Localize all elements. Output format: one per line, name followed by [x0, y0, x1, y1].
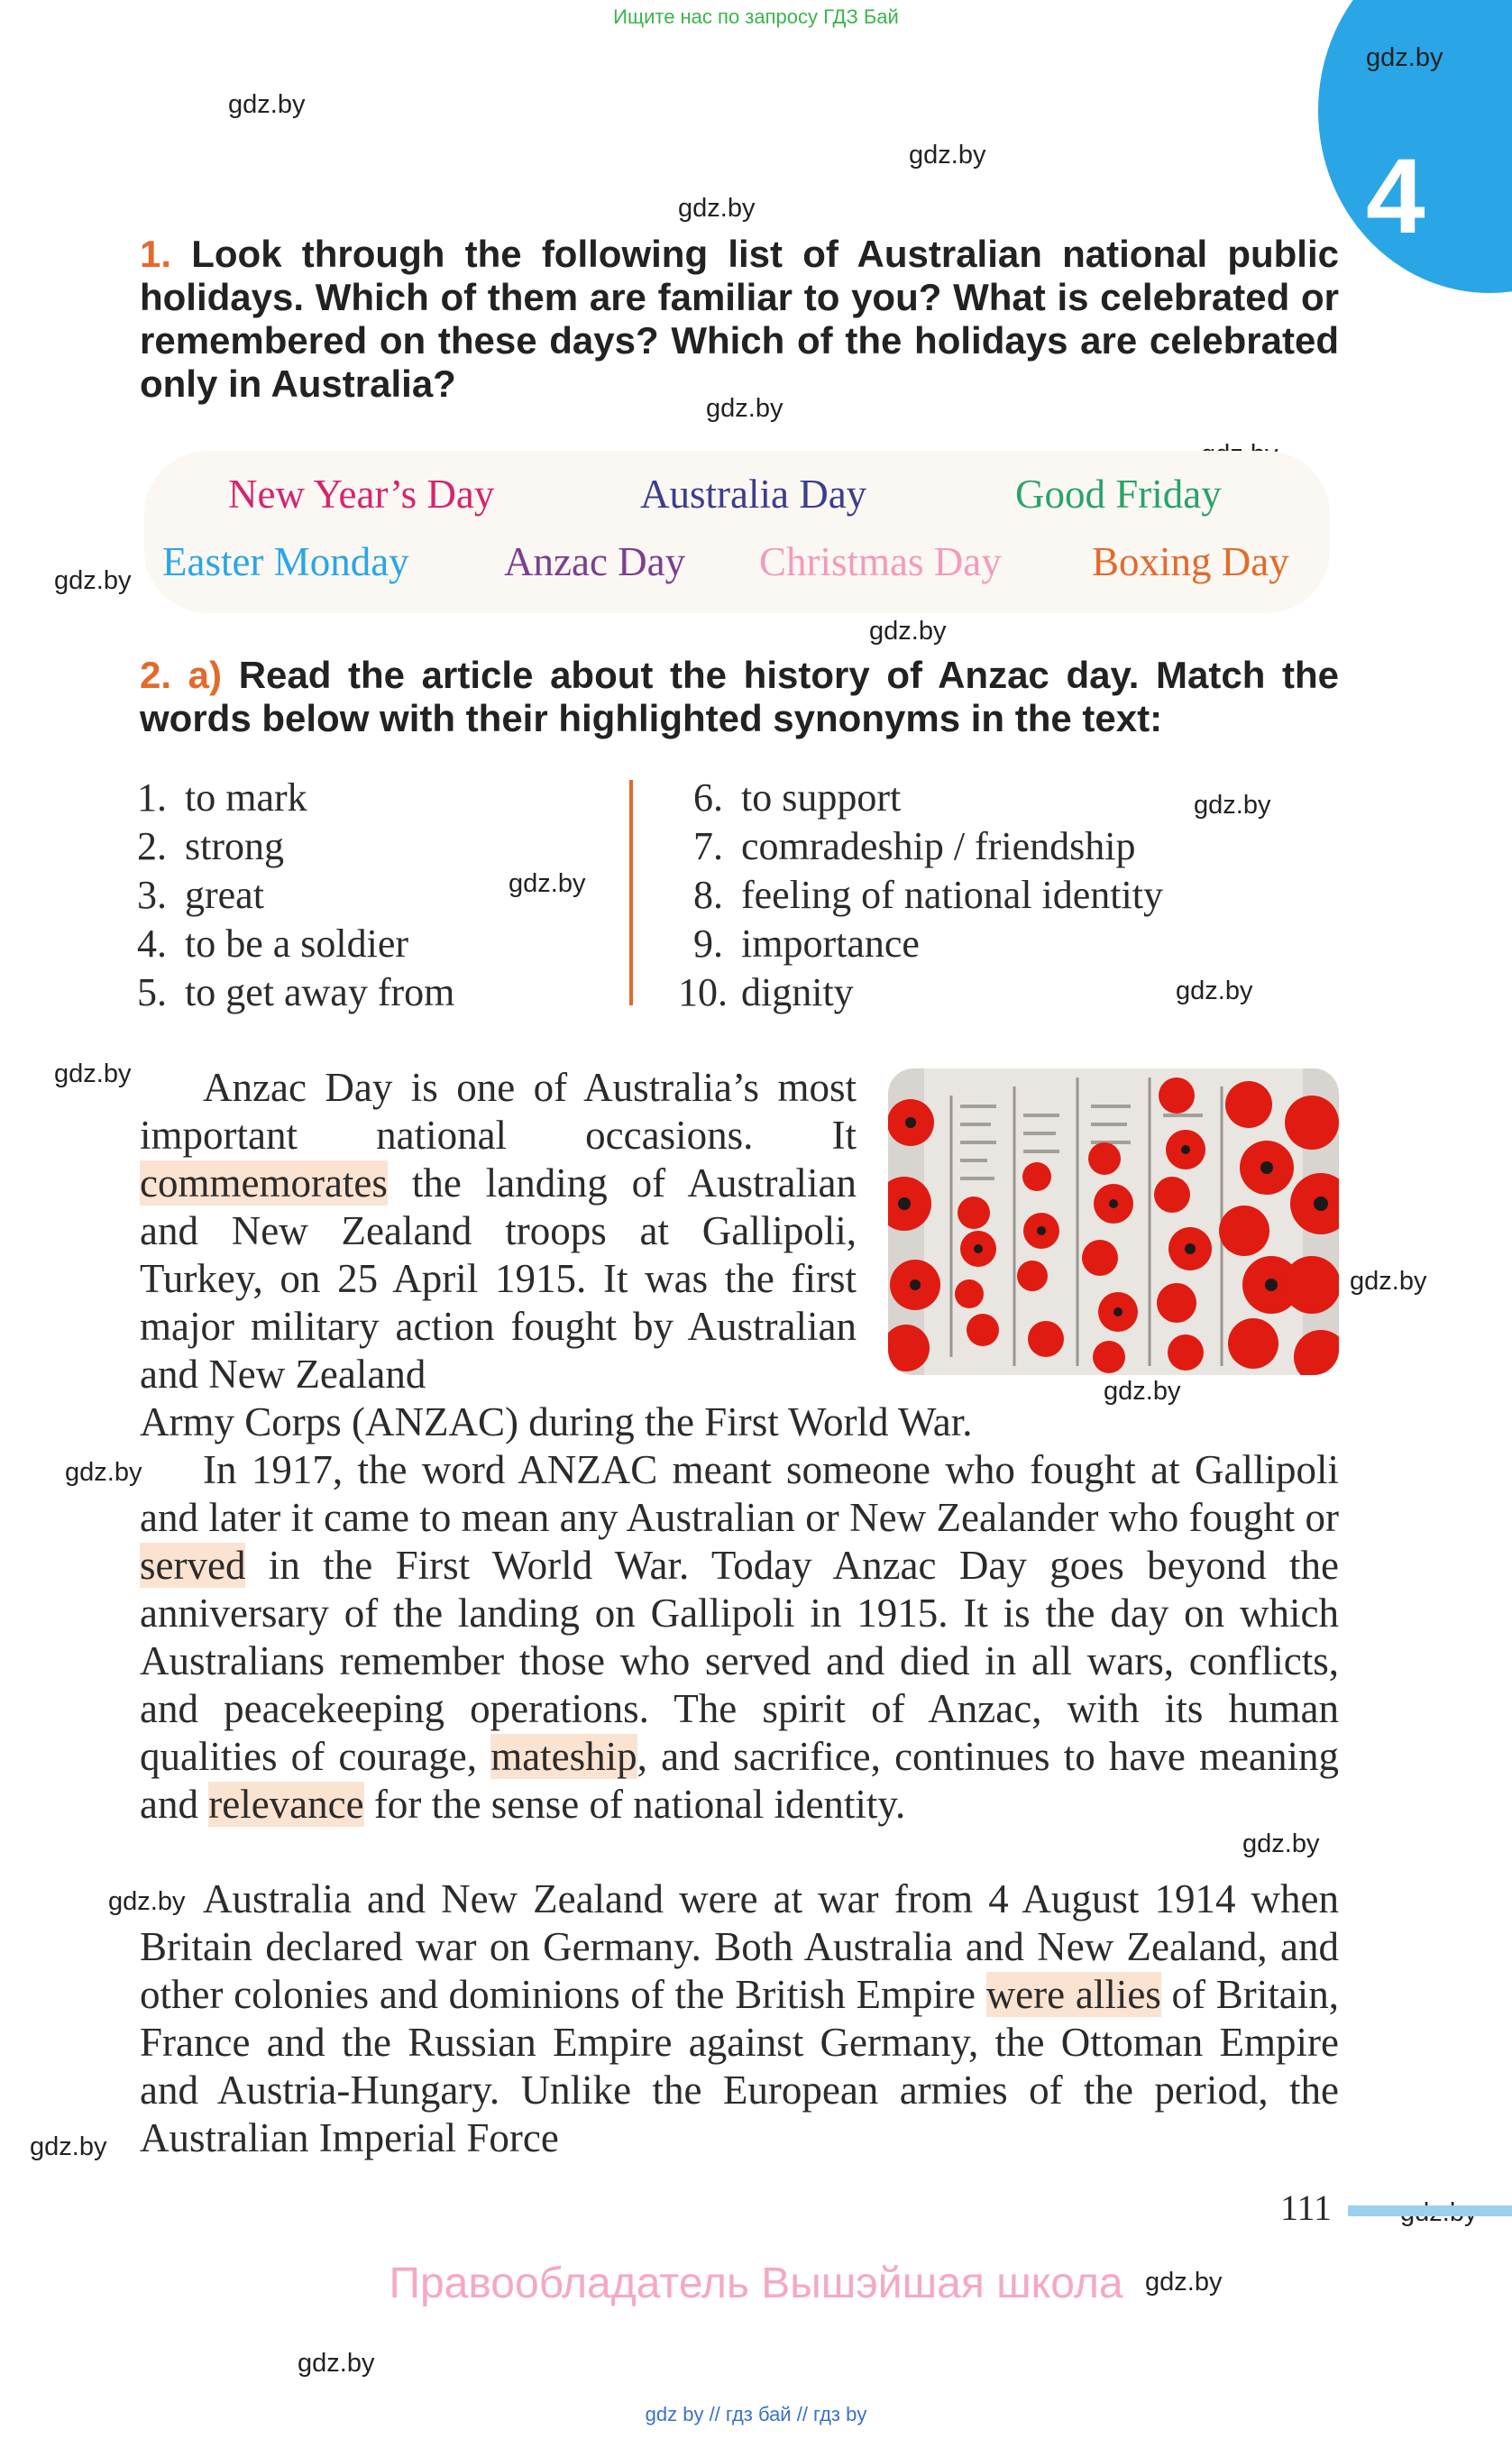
article-paragraph-3: Australia and New Zealand were at war from 4 August 1914 when Britain declared war on Germany. Both Australia and New Zealand, and other colonies and dominions of the British Empire were allies of Britain, France and the Russian Empire against Germany, the Ottoman Empire and Austria-Hungary. Unlike the European armies of the period, the Australian Imperial Force	[140, 1876, 1339, 2160]
task-2-text: Read the article about the history of Anzac day. Match the words below with their highlighted synonyms in the text:	[140, 654, 1340, 739]
highlight-commemorates: commemorates	[140, 1160, 388, 1206]
list-item: 6. to support	[693, 775, 902, 820]
poppy-wall-photo	[888, 1068, 1339, 1375]
bottom-links[interactable]: gdz by // гдз бай // гдз by	[645, 2403, 867, 2425]
task-1-text: Look through the following list of Australian national public holidays. Which of them are familiar to you? What is celebrated or remembered on these days? Which of the holidays are celebrated only in Australia?	[140, 233, 1339, 405]
list-item: 8. feeling of national identity	[693, 873, 1163, 917]
list-item: 7. comradeship / friendship	[693, 824, 1136, 868]
words-list-left	[122, 774, 454, 1017]
list-item: 9. importance	[693, 922, 920, 966]
list-item: 1. to mark	[137, 775, 307, 820]
watermark: gdz.by	[1350, 1267, 1427, 1296]
page-number-bar	[1348, 2205, 1512, 2216]
holiday-good-friday: Good Friday	[1015, 472, 1222, 517]
highlight-served: served	[140, 1543, 246, 1588]
watermark: gdz.by	[706, 394, 783, 423]
unit-number: 4	[1366, 137, 1425, 256]
watermark: gdz.by	[1194, 791, 1271, 820]
holiday-new-years-day: New Year’s Day	[228, 472, 495, 517]
task-1	[140, 233, 1339, 406]
list-item: 5. to get away from	[137, 970, 455, 1014]
watermark: gdz.by	[30, 2132, 107, 2161]
holiday-anzac-day: Anzac Day	[504, 539, 686, 584]
watermark: gdz.by	[228, 90, 306, 119]
holiday-easter-monday: Easter Monday	[162, 539, 409, 584]
highlight-relevance: relevance	[208, 1782, 364, 1827]
highlight-mateship: mateship	[490, 1734, 637, 1779]
page-number: 111	[1280, 2187, 1333, 2228]
list-item: 4. to be a soldier	[137, 922, 409, 966]
article-paragraph-1: Anzac Day is one of Australia’s most important national occasions. It commemorates the landing of Australian and New Zealand troops at Gallipoli, Turkey, on 25 April 1915. It was the first major military action fought by Australian and New Zealand	[140, 1065, 857, 1397]
watermark: gdz.by	[65, 1458, 142, 1487]
article-paragraph-1-end: Army Corps (ANZAC) during the First World War.	[140, 1399, 973, 1444]
holiday-christmas-day: Christmas Day	[759, 539, 1002, 584]
list-item: 10. dignity	[678, 970, 854, 1014]
task-2-number: 2. a)	[140, 654, 223, 696]
holiday-boxing-day: Boxing Day	[1092, 539, 1289, 584]
words-list-right	[678, 774, 1163, 1017]
watermark: gdz.by	[1145, 2268, 1223, 2297]
watermark: gdz.by	[298, 2349, 375, 2378]
list-divider	[629, 780, 633, 1005]
highlight-were-allies: were allies	[985, 1972, 1161, 2017]
task-1-number: 1.	[140, 233, 172, 275]
watermark: gdz.by	[1242, 1829, 1320, 1858]
watermark: gdz.by	[509, 869, 586, 898]
list-item: 3. great	[137, 873, 264, 917]
task-2	[140, 654, 1339, 740]
article-paragraph-2: In 1917, the word ANZAC meant someone who fought at Gallipoli and later it came to mean any Australian or New Zealander who fought or served in the First World War. Today Anzac Day goes beyond the anniversary of the landing on Gallipoli in 1915. It is the day on which Australians remember those who served and died in all wars, conflicts, and peacekeeping operations. The spirit of Anzac, with its human qualities of courage, mateship, and sacrifice, continues to have meaning and relevance for the sense of national identity.	[140, 1447, 1340, 1827]
top-banner[interactable]: Ищите нас по запросу ГДЗ Бай	[613, 5, 899, 28]
watermark: gdz.by	[678, 194, 756, 223]
watermark: gdz.by	[909, 141, 986, 170]
watermark: gdz.by	[54, 1059, 132, 1088]
watermark: gdz.by	[108, 1887, 186, 1916]
watermark: gdz.by	[1366, 43, 1443, 72]
poppy-illustration	[888, 1068, 1339, 1375]
list-item: 2. strong	[137, 824, 284, 868]
watermark: gdz.by	[869, 617, 947, 646]
watermark: gdz.by	[1176, 977, 1253, 1005]
watermark: gdz.by	[54, 566, 132, 595]
holiday-australia-day: Australia Day	[640, 472, 867, 517]
watermark: gdz.by	[1104, 1377, 1181, 1406]
rights-holder: Правообладатель Вышэйшая школа	[389, 2260, 1123, 2307]
